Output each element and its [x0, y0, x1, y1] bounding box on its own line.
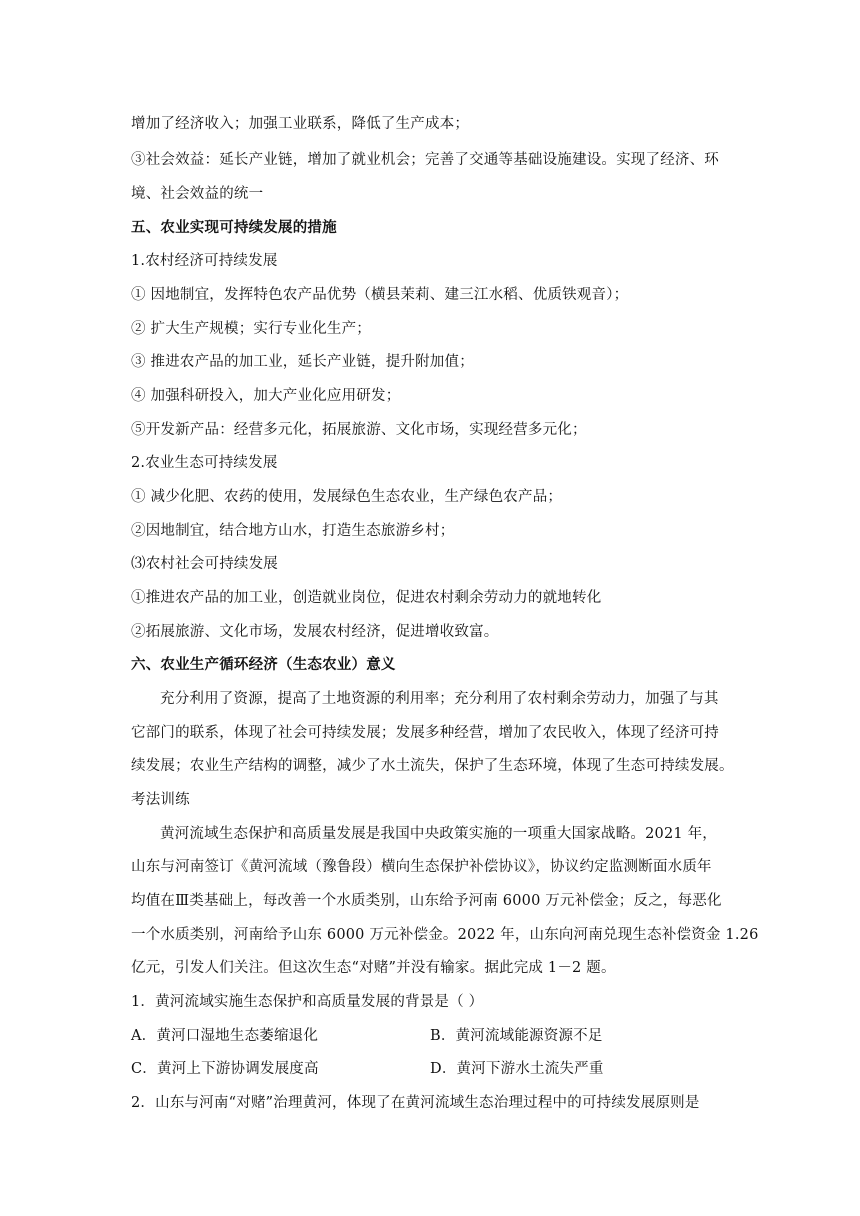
paragraph-line: 亿元，引发人们关注。但这次生态“对赌”并没有输家。据此完成 1－2 题。	[131, 960, 616, 976]
practice-heading: 考法训练	[131, 792, 190, 808]
paragraph-line: 充分利用了资源，提高了土地资源的利用率；充分利用了农村剩余劳动力，加强了与其	[160, 691, 719, 707]
question-1: 1．黄河流域实施生态保护和高质量发展的背景是（ ）	[131, 994, 484, 1010]
paragraph-line: 续发展；农业生产结构的调整，减少了水土流失，保护了生态环境，体现了生态可持续发展。	[131, 758, 734, 774]
list-item: ②因地制宜，结合地方山水，打造生态旅游乡村；	[131, 523, 455, 539]
list-item: ① 因地制宜，发挥特色农产品优势（横县茉莉、建三江水稻、优质铁观音）；	[131, 287, 629, 303]
subsection-heading: 1.农村经济可持续发展	[131, 253, 278, 269]
section-heading-5: 五、农业实现可持续发展的措施	[131, 220, 337, 236]
section-heading-6: 六、农业生产循环经济（生态农业）意义	[131, 657, 396, 673]
option-a: A．黄河口湿地生态萎缩退化	[131, 1028, 319, 1044]
subsection-heading: ⑶农村社会可持续发展	[131, 556, 278, 572]
subsection-heading: 2.农业生态可持续发展	[131, 455, 278, 471]
list-item: ② 扩大生产规模；实行专业化生产；	[131, 321, 372, 337]
option-c: C．黄河上下游协调发展度高	[131, 1061, 319, 1077]
text-line: ③社会效益：延长产业链，增加了就业机会；完善了交通等基础设施建设。实现了经济、环	[131, 152, 719, 168]
text-line: 境、社会效益的统一	[131, 186, 264, 202]
list-item: ⑤开发新产品：经营多元化，拓展旅游、文化市场，实现经营多元化；	[131, 422, 587, 438]
list-item: ②拓展旅游、文化市场，发展农村经济，促进增收致富。	[131, 624, 499, 640]
paragraph-line: 黄河流域生态保护和高质量发展是我国中央政策实施的一项重大国家战略。2021 年，	[160, 826, 718, 842]
option-d: D．黄河下游水土流失严重	[430, 1061, 604, 1077]
paragraph-line: 山东与河南签订《黄河流域（豫鲁段）横向生态保护补偿协议》，协议约定监测断面水质年	[131, 859, 712, 875]
paragraph-line: 均值在Ⅲ类基础上，每改善一个水质类别，山东给予河南 6000 万元补偿金；反之，每恶化	[131, 893, 722, 909]
option-b: B．黄河流域能源资源不足	[430, 1028, 603, 1044]
paragraph-line: 它部门的联系，体现了社会可持续发展；发展多种经营，增加了农民收入，体现了经济可持	[131, 725, 719, 741]
list-item: ①推进农产品的加工业，创造就业岗位，促进农村剩余劳动力的就地转化	[131, 590, 602, 606]
text-line: 增加了经济收入；加强工业联系，降低了生产成本；	[131, 116, 470, 132]
question-2: 2．山东与河南“对赌”治理黄河，体现了在黄河流域生态治理过程中的可持续发展原则是	[131, 1095, 700, 1111]
list-item: ③ 推进农产品的加工业，延长产业链，提升附加值；	[131, 354, 474, 370]
list-item: ① 减少化肥、农药的使用，发展绿色生态农业，生产绿色农产品；	[131, 489, 563, 505]
paragraph-line: 一个水质类别，河南给予山东 6000 万元补偿金。2022 年，山东向河南兑现生态补偿资金 1.26	[131, 927, 759, 943]
list-item: ④ 加强科研投入，加大产业化应用研发；	[131, 388, 401, 404]
